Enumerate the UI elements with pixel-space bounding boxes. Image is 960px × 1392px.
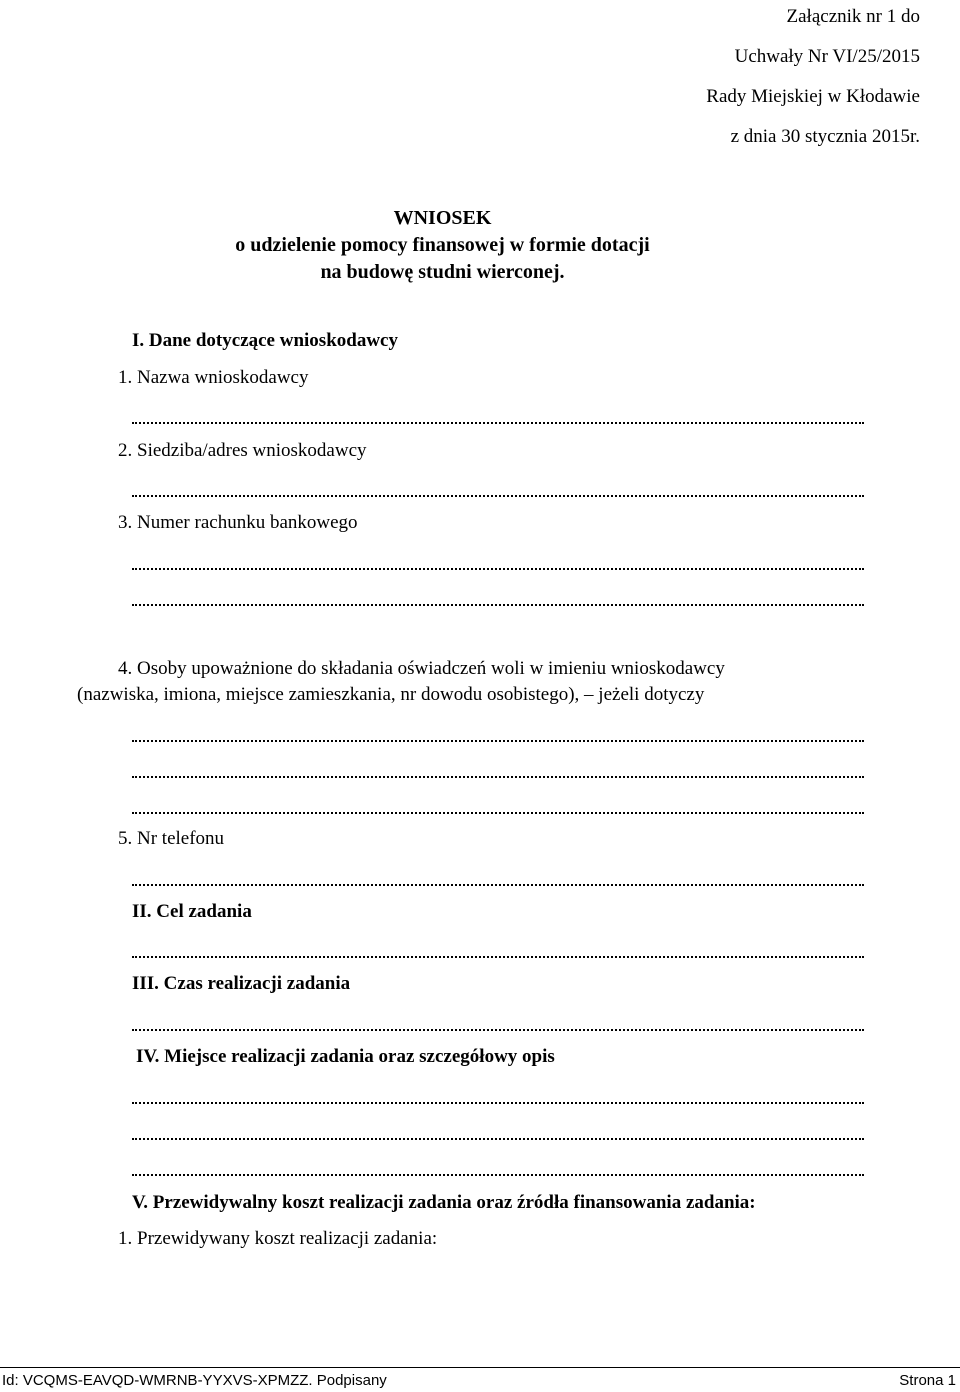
document-id: Id: VCQMS-EAVQD-WMRNB-YYXVS-XPMZZ. Podpisany bbox=[2, 1372, 387, 1389]
section-5-heading: V. Przewidywalny koszt realizacji zadania oraz źródła finansowania zadania: bbox=[132, 1192, 756, 1213]
section-5-item-1-label: 1. Przewidywany koszt realizacji zadania: bbox=[118, 1228, 438, 1249]
item-5-label: 5. Nr telefonu bbox=[118, 828, 225, 849]
item-4-fill-line-3[interactable] bbox=[132, 812, 864, 814]
title-line-1: WNIOSEK bbox=[393, 207, 492, 229]
resolution-date: z dnia 30 stycznia 2015r. bbox=[730, 126, 920, 147]
title-line-3: na budowę studni wierconej. bbox=[320, 261, 565, 283]
page-number: Strona 1 bbox=[899, 1372, 956, 1389]
item-4-fill-line-2[interactable] bbox=[132, 776, 864, 778]
item-5-fill-line[interactable] bbox=[132, 884, 864, 886]
item-3-fill-line-2[interactable] bbox=[132, 604, 864, 606]
item-4-label: 4. Osoby upoważnione do składania oświadczeń woli w imieniu wnioskodawcy bbox=[118, 658, 725, 679]
resolution-number: Uchwały Nr VI/25/2015 bbox=[734, 46, 920, 67]
item-1-label: 1. Nazwa wnioskodawcy bbox=[118, 367, 309, 388]
section-4-fill-line-1[interactable] bbox=[132, 1102, 864, 1104]
section-3-heading: III. Czas realizacji zadania bbox=[132, 973, 351, 994]
document-title bbox=[0, 205, 960, 286]
page-footer bbox=[0, 1367, 960, 1392]
item-4-sublabel: (nazwiska, imiona, miejsce zamieszkania, nr dowodu osobistego), – jeżeli dotyczy bbox=[77, 684, 705, 705]
council-name: Rady Miejskiej w Kłodawie bbox=[706, 86, 920, 107]
item-2-fill-line[interactable] bbox=[132, 495, 864, 497]
section-4-heading: IV. Miejsce realizacji zadania oraz szczegółowy opis bbox=[136, 1046, 555, 1067]
section-2-fill-line[interactable] bbox=[132, 956, 864, 958]
section-1-heading: I. Dane dotyczące wnioskodawcy bbox=[132, 330, 398, 351]
attachment-header bbox=[706, 0, 920, 157]
item-2-label: 2. Siedziba/adres wnioskodawcy bbox=[118, 440, 367, 461]
section-2-heading: II. Cel zadania bbox=[132, 901, 252, 922]
item-3-fill-line-1[interactable] bbox=[132, 568, 864, 570]
title-line-2: o udzielenie pomocy finansowej w formie dotacji bbox=[235, 234, 650, 256]
attachment-number: Załącznik nr 1 do bbox=[786, 6, 920, 27]
item-1-fill-line[interactable] bbox=[132, 422, 864, 424]
item-3-label: 3. Numer rachunku bankowego bbox=[118, 512, 358, 533]
item-4-fill-line-1[interactable] bbox=[132, 740, 864, 742]
section-4-fill-line-3[interactable] bbox=[132, 1174, 864, 1176]
section-3-fill-line[interactable] bbox=[132, 1029, 864, 1031]
section-4-fill-line-2[interactable] bbox=[132, 1138, 864, 1140]
